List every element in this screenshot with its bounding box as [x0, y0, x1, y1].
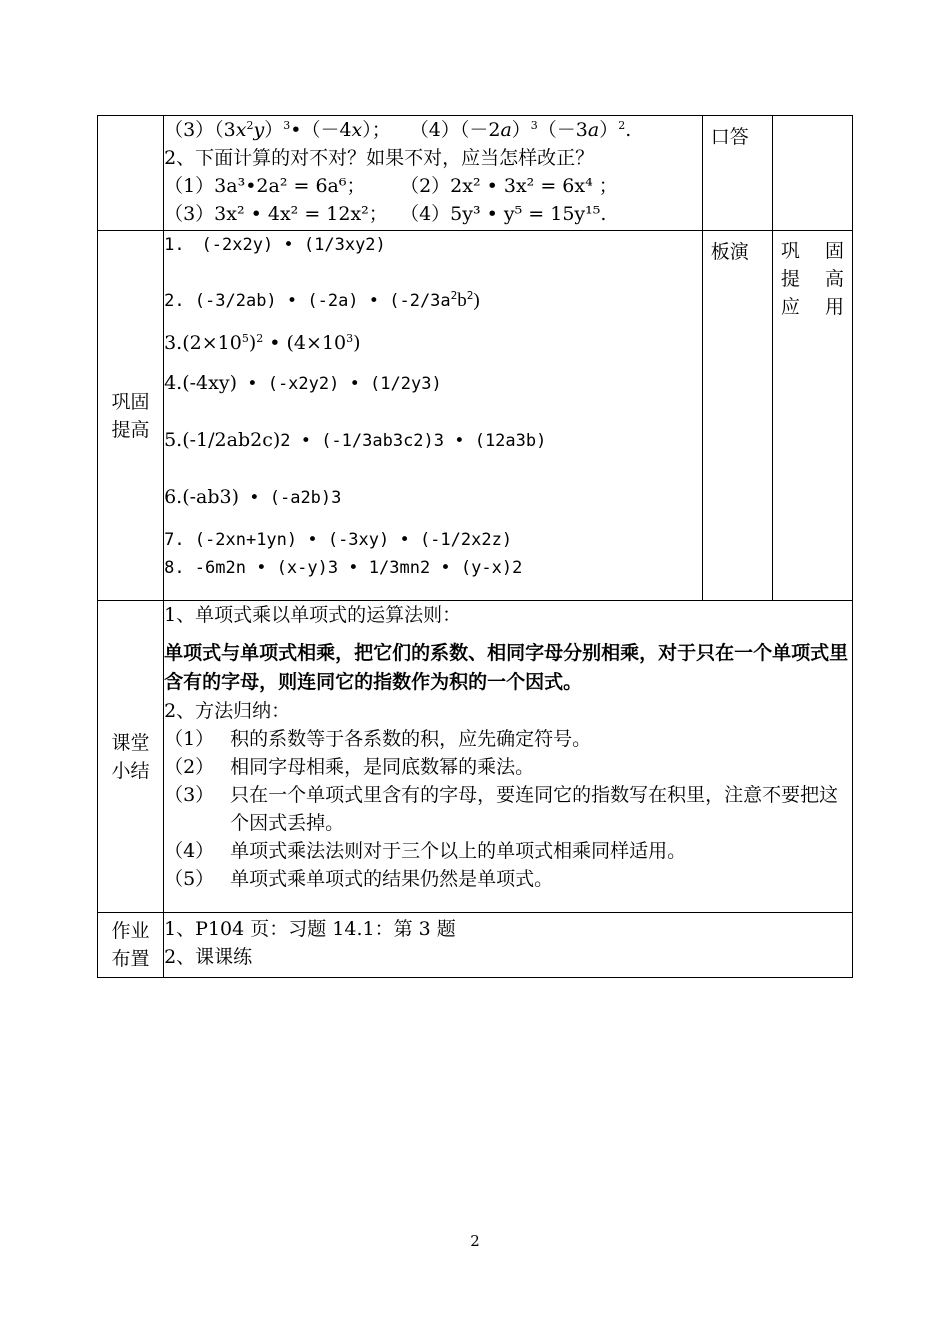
page-number: 2 [470, 1232, 480, 1250]
row3-label: 课堂小结 [98, 601, 164, 913]
row-consolidation [98, 231, 853, 601]
row1-goal-cell [772, 116, 852, 231]
row1-content [164, 116, 703, 231]
row3-content [164, 601, 853, 913]
problem-3: $3.(2\times 10^5)^2$ • $(4\times 10^3)$ [164, 332, 361, 354]
method-title: 2、方法归纳： [164, 700, 291, 722]
row-summary [98, 601, 853, 913]
row-oral-practice [98, 116, 853, 231]
rule-body: 单项式与单项式相乘，把它们的系数、相同字母分别相乘，对于只在一个单项式里含有的字母，则连同它的指数作为积的一个因式。 [164, 642, 849, 693]
row4-content [164, 913, 853, 978]
homework-item-2: 2、课课练 [164, 946, 253, 968]
method-item: （5） 单项式乘单项式的结果仍然是单项式。 [164, 868, 554, 890]
row2-method: 板演 [702, 231, 772, 601]
problem-5: 5.(-1/2ab2c)2 • (-1/3ab3c2)3 • (12a3b) [164, 429, 547, 451]
row2-label: 巩固提高 [98, 231, 164, 601]
problem-1: 1. (-2x2y) • (1/3xy2) [164, 235, 386, 255]
row2-goal: 巩 固 提 高 应用 [772, 231, 852, 601]
method-item: （1） 积的系数等于各系数的积，应先确定符号。 [164, 728, 592, 750]
method-item: （2） 相同字母相乘，是同底数幂的乘法。 [164, 756, 535, 778]
problem-2: 2. (-3/2ab) • (-2a) • $(-2/3a^2b^2)$ [164, 289, 480, 311]
row2-content [164, 231, 703, 601]
row4-label: 作业布置 [98, 913, 164, 978]
question-pair-2: （3）3x² • 4x² = 12x²； （4）5y³ • y⁵ = 15y¹⁵. [164, 203, 607, 225]
row-homework [98, 913, 853, 978]
method-item: （3） 只在一个单项式里含有的字母，要连同它的指数写在积里，注意不要把这个因式丢掉。 [164, 784, 839, 834]
row1-method: 口答 [702, 116, 772, 231]
problem-7: 7. (-2xn+1yn) • (-3xy) • (-1/2x2z) [164, 530, 513, 550]
question-heading: 2、下面计算的对不对？如果不对，应当怎样改正？ [164, 147, 595, 169]
exercise-line-3-4: $(3)(3x^2y)^3•(-4x)$； $(4)(-2a)^3(-3a)^2$. [164, 119, 632, 141]
lesson-plan-table [97, 115, 853, 978]
rule-title: 1、单项式乘以单项式的运算法则： [164, 604, 462, 626]
problem-8: 8. -6m2n • (x-y)3 • 1/3mn2 • (y-x)2 [164, 558, 523, 578]
row1-label-cell [98, 116, 164, 231]
homework-item-1: 1、P104 页：习题 14.1：第 3 题 [164, 918, 456, 940]
question-pair-1: （1）3a³•2a² = 6a⁶； （2）2x² • 3x² = 6x⁴ ； [164, 175, 618, 197]
problem-6: 6.(-ab3) • (-a2b)3 [164, 486, 342, 508]
method-item: （4） 单项式乘法法则对于三个以上的单项式相乘同样适用。 [164, 840, 687, 862]
problem-4: 4.(-4xy) • (-x2y2) • (1/2y3) [164, 372, 442, 394]
